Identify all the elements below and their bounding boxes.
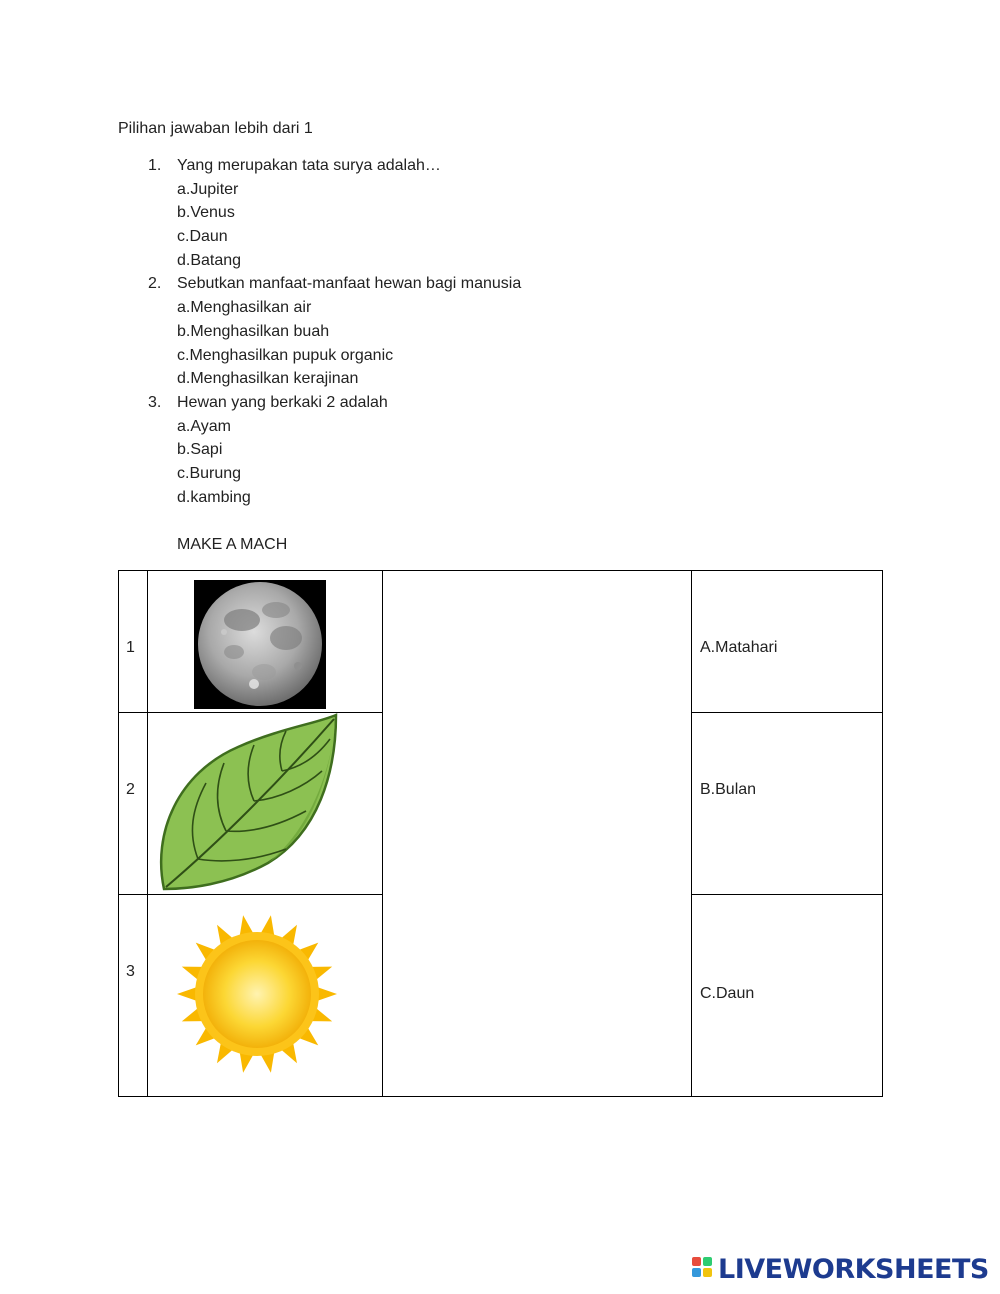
row-number: 1 <box>126 639 135 656</box>
match-option[interactable]: C.Daun <box>700 985 755 1002</box>
match-section-title: MAKE A MACH <box>177 536 288 553</box>
answer-option[interactable]: c.Menghasilkan pupuk organic <box>177 347 394 364</box>
row-number: 3 <box>126 963 135 980</box>
match-option[interactable]: A.Matahari <box>700 639 778 656</box>
match-drop-area[interactable] <box>384 572 690 1095</box>
answer-option[interactable]: b.Sapi <box>177 441 223 458</box>
table-border <box>118 1096 883 1097</box>
answer-option[interactable]: c.Burung <box>177 465 242 482</box>
table-border <box>691 570 692 1097</box>
table-border <box>691 712 883 713</box>
answer-option[interactable]: a.Jupiter <box>177 181 239 198</box>
table-border <box>118 570 883 571</box>
sun-ray <box>177 987 197 1001</box>
question-number: 2. <box>148 275 162 292</box>
table-border <box>118 894 383 895</box>
leaf-image[interactable] <box>158 713 338 893</box>
sun-ray <box>317 987 337 1001</box>
question-text: Hewan yang berkaki 2 adalah <box>177 394 388 411</box>
answer-option[interactable]: a.Menghasilkan air <box>177 299 312 316</box>
answer-option[interactable]: b.Venus <box>177 204 235 221</box>
answer-option[interactable]: d.Menghasilkan kerajinan <box>177 370 359 387</box>
intro-text: Pilihan jawaban lebih dari 1 <box>118 120 313 137</box>
table-border <box>882 570 883 1097</box>
match-option[interactable]: B.Bulan <box>700 781 757 798</box>
table-border <box>118 570 119 1097</box>
brand-name: LIVEWORKSHEETS <box>718 1253 989 1285</box>
question-number: 3. <box>148 394 162 411</box>
question-text: Yang merupakan tata surya adalah… <box>177 157 441 174</box>
answer-option[interactable]: a.Ayam <box>177 418 231 435</box>
answer-option[interactable]: d.Batang <box>177 252 242 269</box>
sun-image[interactable] <box>176 912 338 1076</box>
table-border <box>382 570 383 1097</box>
answer-option[interactable]: d.kambing <box>177 489 251 506</box>
answer-option[interactable]: b.Menghasilkan buah <box>177 323 330 340</box>
logo-blocks-icon <box>692 1257 714 1281</box>
question-text: Sebutkan manfaat-manfaat hewan bagi manusia <box>177 275 522 292</box>
liveworksheets-logo <box>692 1253 989 1285</box>
moon-image[interactable] <box>194 580 326 709</box>
question-number: 1. <box>148 157 162 174</box>
row-number: 2 <box>126 781 135 798</box>
answer-option[interactable]: c.Daun <box>177 228 228 245</box>
table-border <box>691 894 883 895</box>
table-border <box>147 570 148 1097</box>
